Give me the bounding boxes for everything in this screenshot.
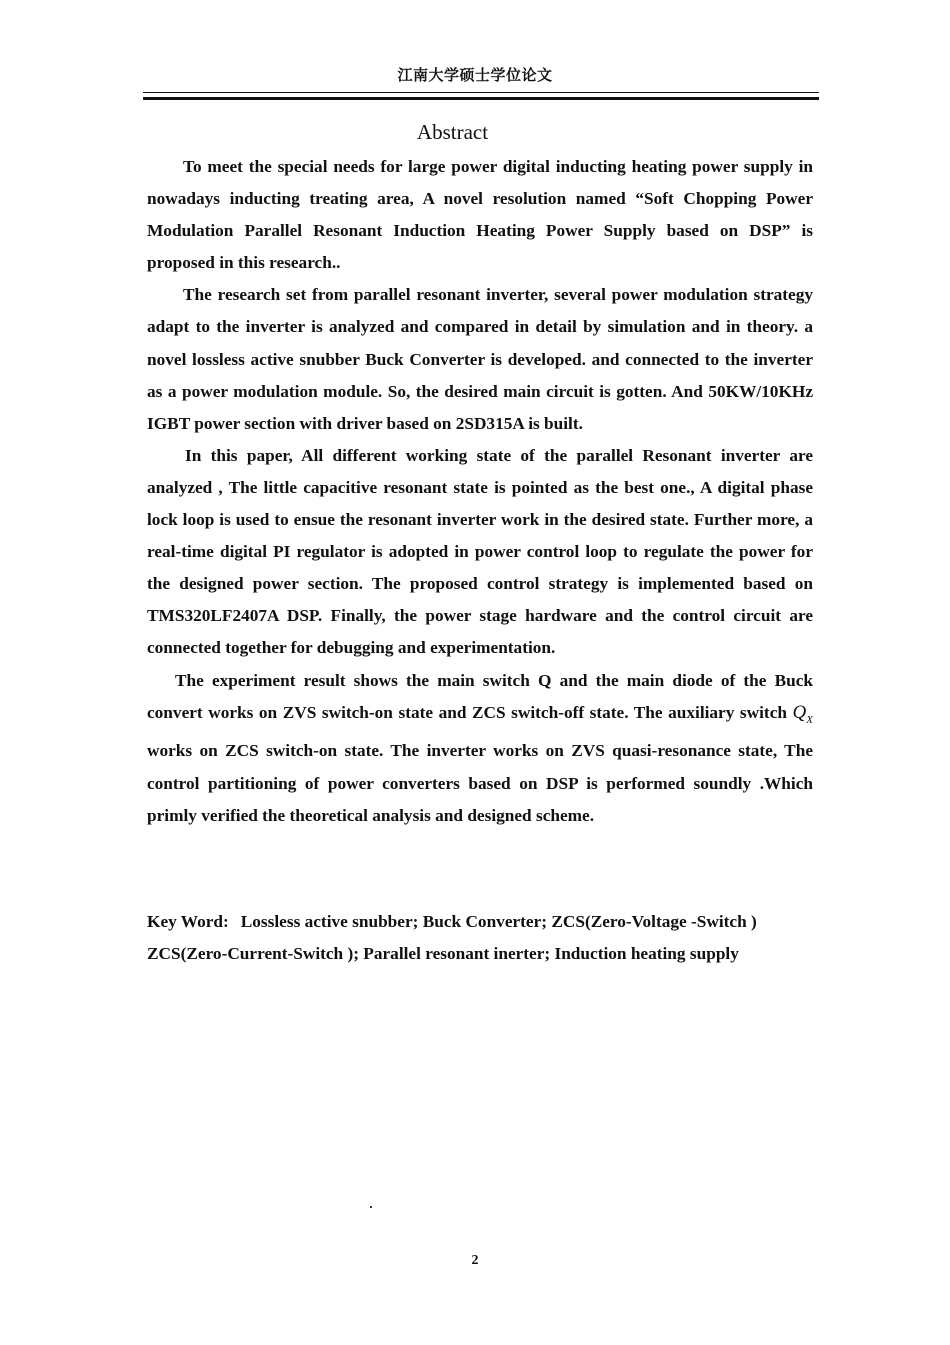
abstract-paragraph-2: The research set from parallel resonant inverter, several power modulation strategy adapt to the inverter is analyzed and compared in detail by simulation and in theory. a novel lossless active snubber Buck Converter is developed. and connected to the inverter as a power modulation module. So, the desired main circuit is gotten. And 50KW/10KHz IGBT power section with driver based on 2SD315A is built.	[147, 285, 813, 433]
page-number: 2	[471, 1253, 479, 1268]
symbol-q: Q	[792, 701, 807, 723]
header-rule-thick	[143, 97, 819, 100]
abstract-paragraph-1: To meet the special needs for large power digital inducting heating power supply in nowadays inducting treating area, A novel resolution named “Soft Chopping Power Modulation Parallel Resonant Induction Heating Power Supply based on DSP” is proposed in this research..	[147, 157, 813, 273]
keywords-label: Key Word:	[147, 912, 229, 931]
abstract-paragraph-3: In this paper, All different working state of the parallel Resonant inverter are analyzed , The little capacitive resonant state is pointed as the best one., A digital phase lock loop is used to ensue the resonant inverter work in the desired state. Further more, a real-time digital PI regulator is adopted in power control loop to regulate the power for the designed power section. The proposed control strategy is implemented based on TMS320LF2407A DSP. Finally, the power stage hardware and the control circuit are connected together for debugging and experimentation.	[147, 445, 813, 658]
paragraph-4-text-before: The experiment result shows the main switch Q and the main diode of the Buck convert works on ZVS switch-on state and ZCS switch-off state. The auxiliary switch	[147, 670, 813, 722]
keywords-line-2: ZCS(Zero-Current-Switch ); Parallel resonant inerter; Induction heating supply	[147, 944, 739, 964]
scan-speck	[370, 1206, 372, 1208]
header-rule-thin	[143, 92, 819, 93]
running-header: 江南大学硕士学位论文	[397, 68, 553, 84]
abstract-title: Abstract	[416, 120, 489, 144]
abstract-body	[147, 151, 813, 832]
symbol-subscript-x: X	[806, 713, 814, 726]
switch-qx-symbol	[792, 701, 814, 726]
keywords-block	[147, 906, 827, 970]
abstract-paragraph-4	[147, 665, 813, 832]
keywords-text-1: Lossless active snubber; Buck Converter; ZCS(Zero-Voltage -Switch )	[240, 912, 757, 931]
paragraph-4-text-after: works on ZCS switch-on state. The inverter works on ZVS quasi-resonance state, The control partitioning of power converters based on DSP is performed soundly .Which primly verified the theoretical analysis and designed scheme.	[147, 741, 813, 825]
keywords-line-1	[147, 906, 827, 938]
